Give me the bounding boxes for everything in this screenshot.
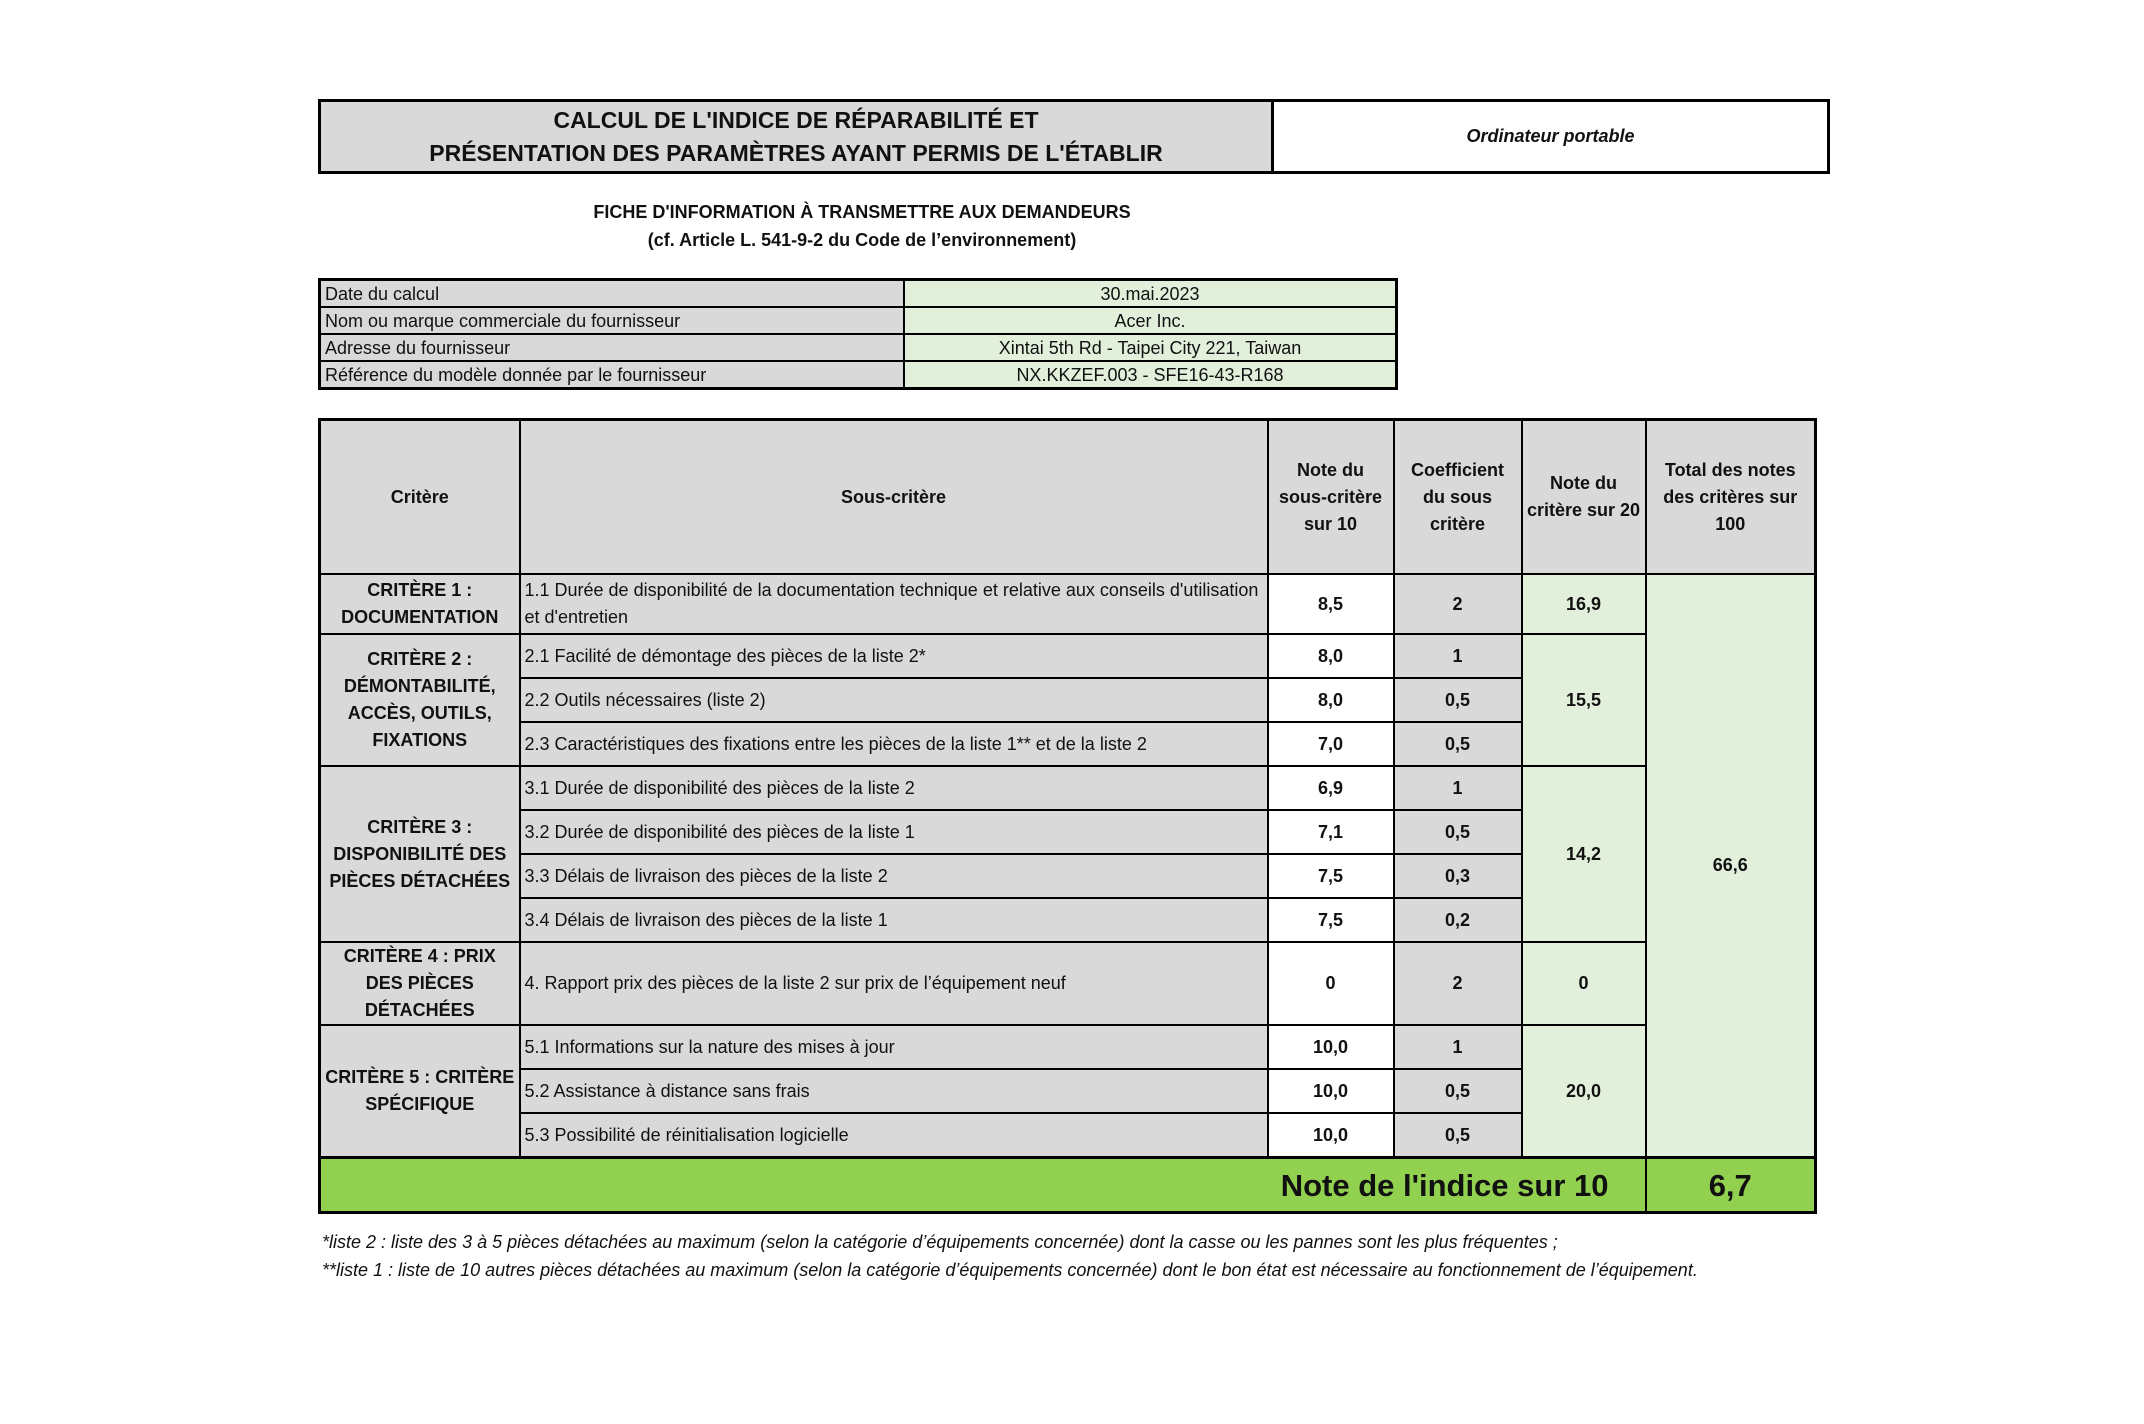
criterion-note: 0 <box>1522 942 1646 1025</box>
subcriterion-coef: 1 <box>1394 766 1522 810</box>
fiche-line-1: FICHE D'INFORMATION À TRANSMETTRE AUX DEMANDEURS <box>593 202 1131 222</box>
subcriterion-note: 10,0 <box>1268 1069 1394 1113</box>
info-label: Adresse du fournisseur <box>320 334 905 361</box>
criterion-name: CRITÈRE 5 : CRITÈRE SPÉCIFIQUE <box>320 1025 520 1158</box>
subcriterion-coef: 0,5 <box>1394 810 1522 854</box>
page-title <box>321 102 1274 171</box>
info-row-date <box>320 280 1397 308</box>
subcriterion-label: 3.4 Délais de livraison des pièces de la liste 1 <box>520 898 1268 942</box>
criterion-note: 20,0 <box>1522 1025 1646 1158</box>
subcriterion-coef: 0,5 <box>1394 722 1522 766</box>
header-note-sous-critere: Note du sous-critère sur 10 <box>1268 420 1394 575</box>
fiche-subtitle <box>318 198 1406 254</box>
final-score-value: 6,7 <box>1646 1158 1816 1213</box>
subcriterion-coef: 0,5 <box>1394 1113 1522 1158</box>
info-value: Xintai 5th Rd - Taipei City 221, Taiwan <box>904 334 1397 361</box>
subcriterion-coef: 0,3 <box>1394 854 1522 898</box>
info-value: 30.mai.2023 <box>904 280 1397 308</box>
document-header <box>318 99 1830 174</box>
subcriterion-note: 10,0 <box>1268 1025 1394 1069</box>
subcriterion-label: 2.3 Caractéristiques des fixations entre les pièces de la liste 1** et de la liste 2 <box>520 722 1268 766</box>
info-label: Nom ou marque commerciale du fournisseur <box>320 307 905 334</box>
final-score-row <box>320 1158 1816 1213</box>
subcriterion-coef: 2 <box>1394 942 1522 1025</box>
info-row-brand <box>320 307 1397 334</box>
subcriterion-note: 7,5 <box>1268 898 1394 942</box>
info-row-reference <box>320 361 1397 389</box>
title-line-1: CALCUL DE L'INDICE DE RÉPARABILITÉ ET <box>553 106 1039 133</box>
info-label: Date du calcul <box>320 280 905 308</box>
criterion-name: CRITÈRE 1 : DOCUMENTATION <box>320 574 520 634</box>
footnotes <box>322 1228 2082 1284</box>
subcriterion-label: 3.3 Délais de livraison des pièces de la liste 2 <box>520 854 1268 898</box>
criterion-name: CRITÈRE 3 : DISPONIBILITÉ DES PIÈCES DÉTACHÉES <box>320 766 520 942</box>
subcriterion-note: 8,5 <box>1268 574 1394 634</box>
subcriterion-label: 3.1 Durée de disponibilité des pièces de la liste 2 <box>520 766 1268 810</box>
info-row-address <box>320 334 1397 361</box>
subcriterion-note: 7,5 <box>1268 854 1394 898</box>
device-type: Ordinateur portable <box>1466 126 1635 146</box>
subcriterion-coef: 0,5 <box>1394 678 1522 722</box>
subcriterion-label: 4. Rapport prix des pièces de la liste 2 sur prix de l’équipement neuf <box>520 942 1268 1025</box>
info-value: NX.KKZEF.003 - SFE16-43-R168 <box>904 361 1397 389</box>
criterion-note: 16,9 <box>1522 574 1646 634</box>
info-label: Référence du modèle donnée par le fournisseur <box>320 361 905 389</box>
table-row <box>320 574 1816 634</box>
footnote-liste-2: *liste 2 : liste des 3 à 5 pièces détachées au maximum (selon la catégorie d’équipements concernée) dont la casse ou les pannes sont les plus fréquentes ; <box>322 1232 1558 1252</box>
table-row <box>320 1025 1816 1069</box>
subcriterion-label: 5.2 Assistance à distance sans frais <box>520 1069 1268 1113</box>
subcriterion-coef: 0,5 <box>1394 1069 1522 1113</box>
subcriterion-coef: 1 <box>1394 1025 1522 1069</box>
subcriterion-coef: 0,2 <box>1394 898 1522 942</box>
subcriterion-note: 6,9 <box>1268 766 1394 810</box>
table-row <box>320 942 1816 1025</box>
total-score: 66,6 <box>1646 574 1816 1158</box>
supplier-info-table <box>318 278 1398 390</box>
header-note-critere: Note du critère sur 20 <box>1522 420 1646 575</box>
subcriterion-coef: 2 <box>1394 574 1522 634</box>
header-sous-critere: Sous-critère <box>520 420 1268 575</box>
subcriterion-label: 3.2 Durée de disponibilité des pièces de la liste 1 <box>520 810 1268 854</box>
subcriterion-note: 8,0 <box>1268 634 1394 678</box>
subcriterion-label: 5.1 Informations sur la nature des mises à jour <box>520 1025 1268 1069</box>
subcriterion-note: 8,0 <box>1268 678 1394 722</box>
final-score-label: Note de l'indice sur 10 <box>320 1158 1646 1213</box>
table-header-row <box>320 420 1816 575</box>
header-critere: Critère <box>320 420 520 575</box>
subcriterion-label: 2.1 Facilité de démontage des pièces de la liste 2* <box>520 634 1268 678</box>
subcriterion-coef: 1 <box>1394 634 1522 678</box>
subcriterion-note: 10,0 <box>1268 1113 1394 1158</box>
repairability-table <box>318 418 1817 1214</box>
info-value: Acer Inc. <box>904 307 1397 334</box>
criterion-name: CRITÈRE 2 : DÉMONTABILITÉ, ACCÈS, OUTILS, FIXATIONS <box>320 634 520 766</box>
subcriterion-note: 0 <box>1268 942 1394 1025</box>
subcriterion-label: 1.1 Durée de disponibilité de la documentation technique et relative aux conseils d'utilisation et d'entretien <box>520 574 1268 634</box>
table-row <box>320 766 1816 810</box>
fiche-line-2: (cf. Article L. 541-9-2 du Code de l’environnement) <box>647 230 1077 250</box>
subcriterion-label: 5.3 Possibilité de réinitialisation logicielle <box>520 1113 1268 1158</box>
title-line-2: PRÉSENTATION DES PARAMÈTRES AYANT PERMIS DE L'ÉTABLIR <box>429 139 1163 166</box>
subcriterion-note: 7,1 <box>1268 810 1394 854</box>
criterion-note: 15,5 <box>1522 634 1646 766</box>
criterion-name: CRITÈRE 4 : PRIX DES PIÈCES DÉTACHÉES <box>320 942 520 1025</box>
header-total: Total des notes des critères sur 100 <box>1646 420 1816 575</box>
subcriterion-label: 2.2 Outils nécessaires (liste 2) <box>520 678 1268 722</box>
footnote-liste-1: **liste 1 : liste de 10 autres pièces détachées au maximum (selon la catégorie d’équipements concernée) dont le bon état est nécessaire au fonctionnement de l’équipement. <box>322 1260 1698 1280</box>
header-coefficient: Coefficient du sous critère <box>1394 420 1522 575</box>
table-row <box>320 634 1816 678</box>
subcriterion-note: 7,0 <box>1268 722 1394 766</box>
criterion-note: 14,2 <box>1522 766 1646 942</box>
